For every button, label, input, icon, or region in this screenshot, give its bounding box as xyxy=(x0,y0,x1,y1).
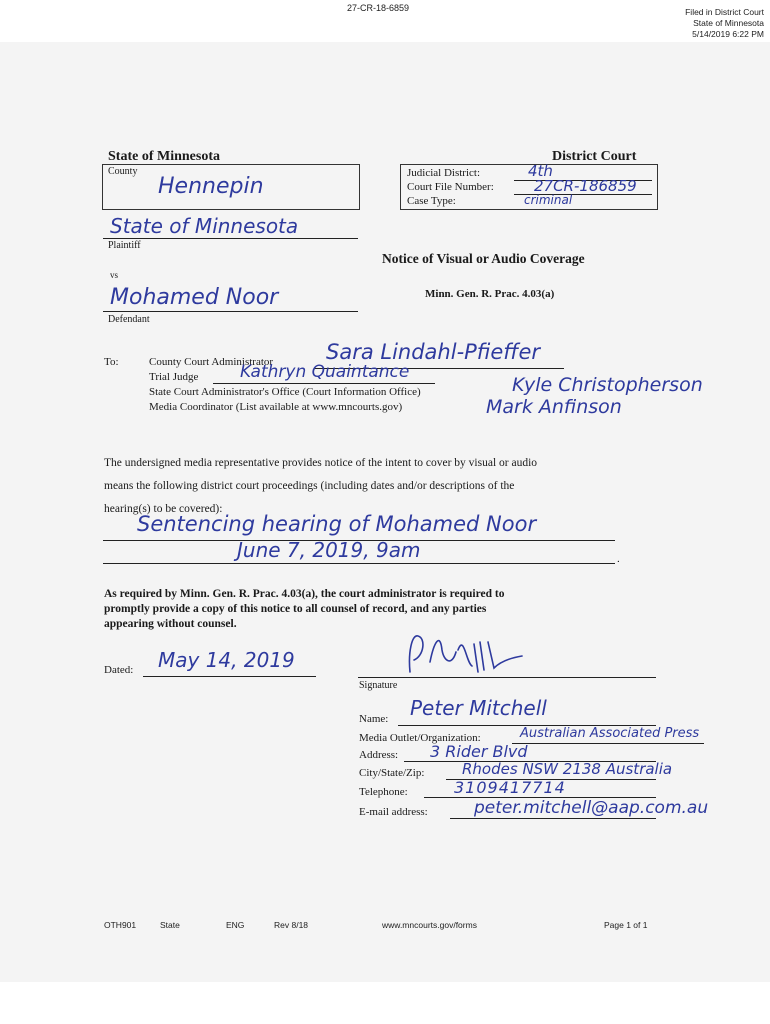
case-number-stamp: 27-CR-18-6859 xyxy=(347,3,410,13)
intent-line-1: The undersigned media representative provides notice of the intent to cover by visual or audio xyxy=(104,457,538,469)
footer-revision: Rev 8/18 xyxy=(274,920,309,930)
outlet-label: Media Outlet/Organization: xyxy=(359,732,481,744)
filed-line-1: Filed in District Court xyxy=(685,7,764,17)
footer-language: ENG xyxy=(226,920,245,930)
requirement-line-2: promptly provide a copy of this notice to all counsel of record, and any parties xyxy=(104,603,487,615)
requirement-line-1: As required by Minn. Gen. R. Prac. 4.03(a), the court administrator is required to xyxy=(104,588,505,600)
phone-value: 3109417714 xyxy=(454,778,566,797)
email-label: E-mail address: xyxy=(359,806,428,818)
name-label: Name: xyxy=(359,713,389,725)
phone-label: Telephone: xyxy=(359,786,408,798)
plaintiff-value: State of Minnesota xyxy=(110,214,299,238)
address-label: Address: xyxy=(359,749,399,761)
outlet-line xyxy=(512,743,704,744)
rule-subtitle: Minn. Gen. R. Prac. 4.03(a) xyxy=(425,288,555,300)
filed-line-2: State of Minnesota xyxy=(693,18,764,28)
filed-stamp xyxy=(685,7,764,40)
requirement-line-3: appearing without counsel. xyxy=(104,618,237,630)
email-value: peter.mitchell@aap.com.au xyxy=(474,798,709,818)
dated-label: Dated: xyxy=(104,664,134,676)
name-value: Peter Mitchell xyxy=(410,696,547,720)
hearing-period: . xyxy=(617,553,620,565)
case-type-value: criminal xyxy=(524,193,573,207)
filed-line-3: 5/14/2019 6:22 PM xyxy=(692,29,764,39)
city-value: Rhodes NSW 2138 Australia xyxy=(462,760,673,778)
media-coordinator-value: Mark Anfinson xyxy=(486,396,622,418)
signature-label: Signature xyxy=(359,680,398,691)
plaintiff-line xyxy=(103,238,358,239)
state-admin-value: Kyle Christopherson xyxy=(512,374,703,396)
trial-judge-value: Kathryn Quaintance xyxy=(240,362,410,382)
hearing-description-1: Sentencing hearing of Mohamed Noor xyxy=(137,512,537,536)
footer-url: www.mncourts.gov/forms xyxy=(382,920,477,930)
dated-value: May 14, 2019 xyxy=(158,648,295,672)
address-value: 3 Rider Blvd xyxy=(430,742,528,761)
defendant-value: Mohamed Noor xyxy=(110,285,279,310)
intent-line-3: hearing(s) to be covered): xyxy=(104,503,223,515)
handwritten-signature xyxy=(400,622,530,684)
footer-state: State xyxy=(160,920,180,930)
notice-title: Notice of Visual or Audio Coverage xyxy=(382,251,585,266)
hearing-description-2: June 7, 2019, 9am xyxy=(237,538,421,562)
court-file-value: 27CR-186859 xyxy=(534,177,637,195)
county-admin-value: Sara Lindahl-Pfieffer xyxy=(326,340,540,364)
requirement-paragraph xyxy=(104,587,634,632)
court-heading: District Court xyxy=(552,149,637,164)
county-value: Hennepin xyxy=(158,174,264,199)
footer-page-number: Page 1 of 1 xyxy=(604,920,648,930)
to-label: To: xyxy=(104,356,119,368)
trial-judge-label: Trial Judge xyxy=(149,371,199,383)
case-type-label: Case Type: xyxy=(407,195,456,207)
footer-form-number: OTH901 xyxy=(104,920,137,930)
defendant-line xyxy=(103,311,358,312)
email-line xyxy=(450,818,656,819)
city-label: City/State/Zip: xyxy=(359,767,425,779)
judicial-district-label: Judicial District: xyxy=(407,167,481,179)
judicial-district-value: 4th xyxy=(528,162,553,180)
defendant-label: Defendant xyxy=(108,314,150,325)
intent-paragraph xyxy=(104,452,634,521)
trial-judge-line xyxy=(213,383,435,384)
plaintiff-label: Plaintiff xyxy=(108,240,141,251)
intent-line-2: means the following district court proceedings (including dates and/or descriptions of the xyxy=(104,480,515,492)
media-coordinator-label: Media Coordinator (List available at www.mncourts.gov) xyxy=(149,401,403,413)
state-heading: State of Minnesota xyxy=(108,149,220,164)
dated-line xyxy=(143,676,316,677)
county-admin-label: County Court Administrator xyxy=(149,356,274,368)
vs-label: vs xyxy=(110,270,119,280)
court-file-label: Court File Number: xyxy=(407,181,494,193)
signature-line xyxy=(358,677,656,678)
state-admin-label: State Court Administrator's Office (Court Information Office) xyxy=(149,386,421,398)
hearing-line-2 xyxy=(103,563,615,564)
county-label: County xyxy=(108,166,138,177)
outlet-value: Australian Associated Press xyxy=(520,726,700,741)
